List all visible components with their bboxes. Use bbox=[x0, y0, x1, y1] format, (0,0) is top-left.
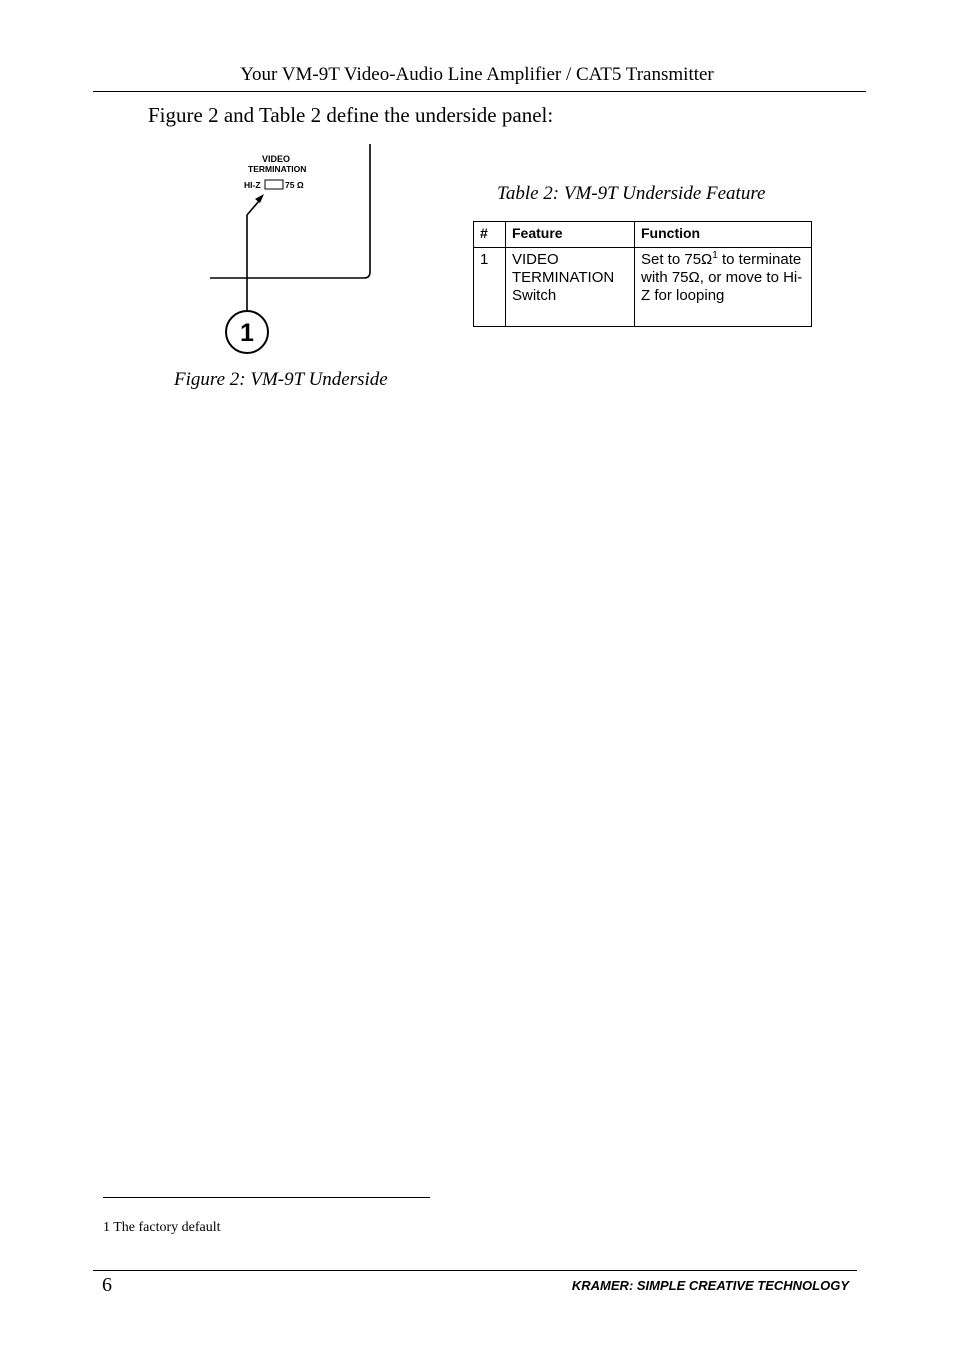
page-header-title: Your VM-9T Video-Audio Line Amplifier / CAT5 Transmitter bbox=[240, 64, 714, 85]
header-function: Function bbox=[635, 222, 812, 248]
footer-brand: KRAMER: SIMPLE CREATIVE TECHNOLOGY bbox=[571, 1278, 849, 1293]
figure-caption: Figure 2: VM-9T Underside bbox=[174, 369, 388, 390]
figure-underside-diagram bbox=[200, 140, 390, 365]
intro-paragraph: Figure 2 and Table 2 define the underside panel: bbox=[148, 103, 554, 127]
underside-diagram-svg bbox=[200, 140, 390, 365]
table-row bbox=[474, 248, 812, 327]
feature-table bbox=[473, 221, 812, 327]
termination-switch-shape bbox=[265, 180, 283, 189]
header-rule bbox=[93, 91, 866, 92]
feature-line-3: Switch bbox=[512, 287, 557, 304]
footer-rule bbox=[93, 1270, 857, 1271]
header-number: # bbox=[474, 222, 506, 248]
callout-number: 1 bbox=[240, 319, 254, 347]
function-text-start: Set to 75Ω bbox=[641, 251, 713, 268]
cell-function bbox=[635, 248, 812, 327]
label-75-ohm: 75 Ω bbox=[285, 180, 304, 190]
callout-arrowhead bbox=[255, 194, 264, 203]
cell-number: 1 bbox=[474, 248, 506, 327]
label-termination: TERMINATION bbox=[248, 164, 307, 174]
callout-leader-line bbox=[247, 201, 259, 313]
page-number: 6 bbox=[102, 1274, 112, 1296]
footnote-text: 1 The factory default bbox=[103, 1220, 221, 1235]
label-hiz: HI-Z bbox=[244, 180, 261, 190]
function-text-end: to terminate with 75Ω, or move to Hi-Z for looping bbox=[641, 251, 803, 304]
header-feature: Feature bbox=[506, 222, 635, 248]
label-video: VIDEO bbox=[262, 154, 291, 164]
feature-line-2: TERMINATION bbox=[512, 269, 615, 286]
cell-feature bbox=[506, 248, 635, 327]
table-header-row bbox=[474, 222, 812, 248]
table-caption: Table 2: VM-9T Underside Feature bbox=[497, 183, 766, 204]
feature-line-1: VIDEO bbox=[512, 251, 559, 268]
footnote-ref: 1 bbox=[712, 250, 718, 261]
footnote-rule bbox=[103, 1197, 430, 1198]
